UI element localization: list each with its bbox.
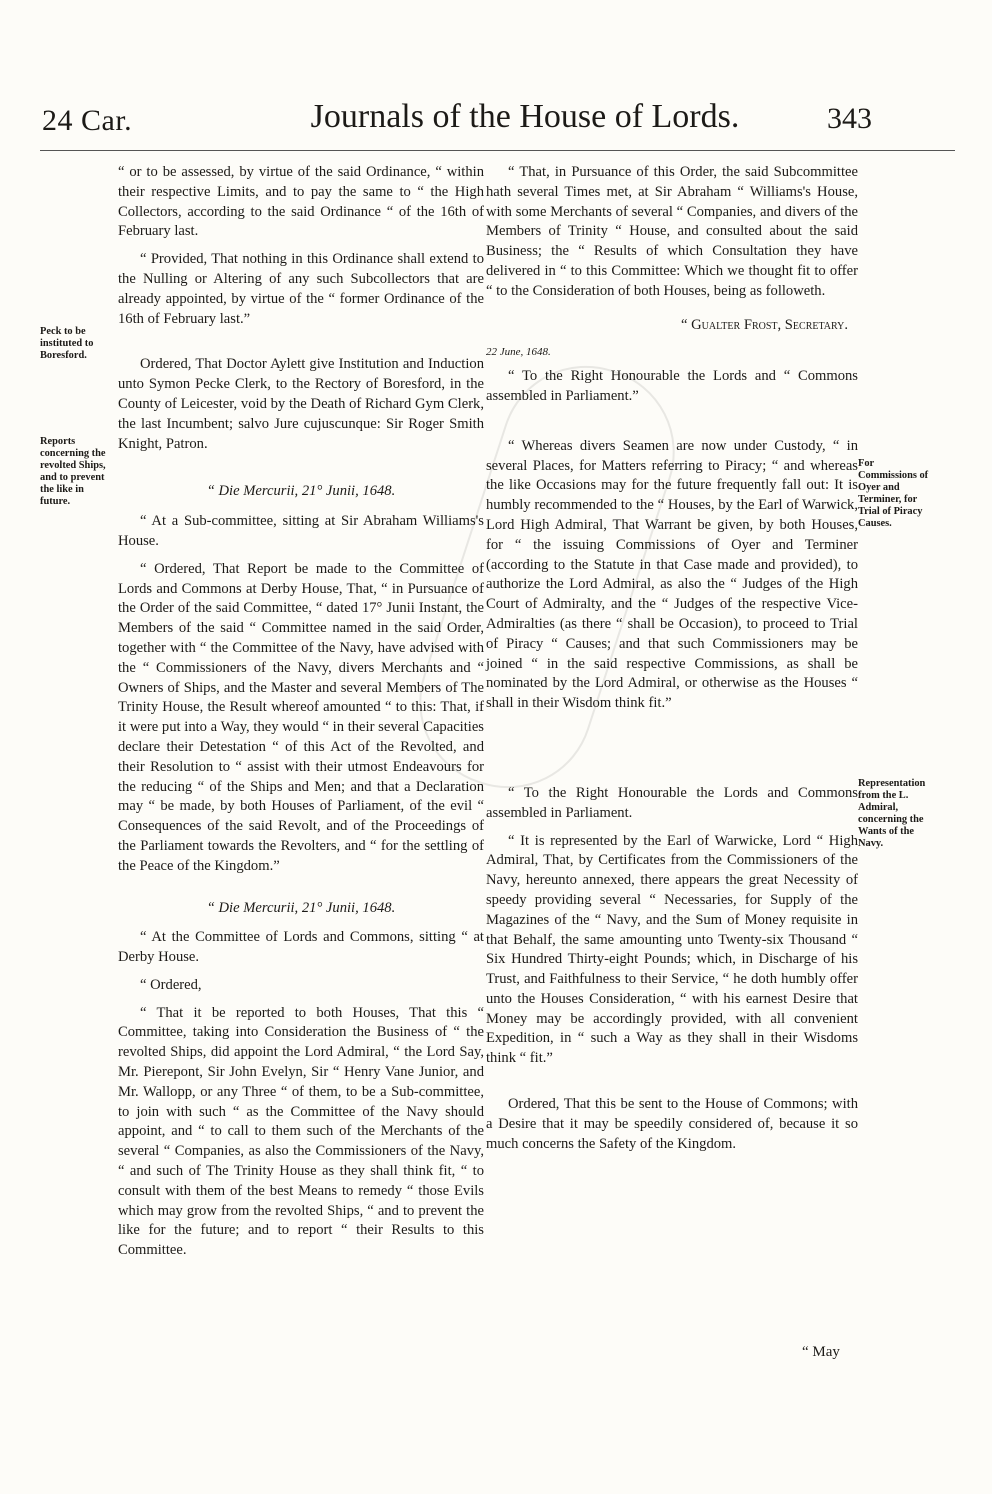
paragraph: “ Ordered, That Report be made to the Committee of Lords and Commons at Derby House, That, “ in Pursuance of the Order of the said Committee, “ dated 17° Junii Instant, the Members of the said “ Committee named in the said Order, together with “ the Committee of the Navy, have advised with the “ Commissioners of the Navy, divers Merchants and “ Owners of Ships, and the Master and several Members of The Trinity House, the Result whereof amounted “ to this: That, if it were put into a Way, they would “ in their several Capacities declare their Detestation “ of this Act of the Revolted, and their Resolution to “ assist with their utmost Endeavours for the reducing “ of the Ships and Men; and that a Declaration may “ be made, by both Houses of Parliament, of the evil “ Consequences of the said Revolt, and of the Proceedings of the Parliament towards the Revolters, and “ for the settling of the Peace of the Kingdom.” <box>118 560 484 874</box>
address: “ To the Right Honourable the Lords and “ Commons assembled in Parliament.” <box>486 368 858 404</box>
paragraph: “ At a Sub-committee, sitting at Sir Abraham Williams's House. <box>118 513 484 549</box>
date-line: 22 June, 1648. <box>486 346 551 359</box>
date-heading: “ Die Mercurii, 21° Junii, 1648. <box>206 483 396 500</box>
left-column <box>118 163 484 1269</box>
paragraph: “ It is represented by the Earl of Warwicke, Lord “ High Admiral, That, by Certificates from the Commissioners of the Navy, hereunto annexed, there appears the great Necessity of speedy providing several “ Necessaries, for Supply of the Magazines of the “ Navy, and the Sum of Money requisite in that Behalf, the same amounting unto Twenty-six Thousand “ Six Hundred Thirty-eight Pounds; which, in Discharge of his Trust, and Faithfulness to their Service, “ he doth humbly offer unto the Houses Consideration, “ with his earnest Desire that Money may be accordingly provided, with all convenient Expedition, in “ such a Way as they shall in their Wisdoms think “ fit.” <box>486 832 858 1067</box>
signature: “ Gualter Frost, Secretary. <box>681 316 848 333</box>
paragraph: “ or to be assessed, by virtue of the said Ordinance, “ within their respective Limits, and to pay the same to “ the High Collectors, according to the said Ordinance “ of the 16th of February last. <box>118 164 484 240</box>
paragraph-order-peck: Ordered, That Doctor Aylett give Institution and Induction unto Symon Pecke Clerk, to the Rectory of Boresford, in the County of Leicester, void by the Death of Richard Gym Clerk, the last Incumbent; salvo Jure cujuscunque: Sir Roger Smith Knight, Patron. <box>118 356 484 452</box>
page-title: Journals of the House of Lords. <box>310 98 740 135</box>
margin-note-peck: Peck to be instituted to Boresford. <box>40 326 94 361</box>
page-number: 343 <box>827 102 872 135</box>
address: “ To the Right Honourable the Lords and Commons assembled in Parliament. <box>486 784 858 821</box>
paragraph: “ Whereas divers Seamen are now under Custody, “ in several Places, for Matters referring to Piracy; “ and whereas the like Occasions may for the future frequently fall out: It is humbly recommended to the “ Houses, by the Earl of Warwick, Lord High Admiral, That Warrant be given, by both Houses, for “ the issuing Commissions of Oyer and Terminer (according to the Statute in that Case made and provided), to authorize the Lord Admiral, as also the “ Judges of the High Court of Admiralty, and the “ Judges of the respective Vice-Admiralties (as there “ shall be Occasion), to proceed to Trial of Piracy “ Causes; and that such Commissioners may be joined “ in the said respective Commissions, as shall be nominated by the Lord Admiral, or otherwise as the Houses “ shall in their Wisdom think fit.” <box>486 437 858 712</box>
paragraph-order: Ordered, That this be sent to the House of Commons; with a Desire that it may be speedily considered of, because it so much concerns the Safety of the Kingdom. <box>486 1096 858 1152</box>
header-rule <box>40 150 955 151</box>
paragraph: “ That it be reported to both Houses, That this “ Committee, taking into Consideration the Business of “ the revolted Ships, did appoint the Lord Admiral, “ the Lord Say, Mr. Pierepont, Sir John Evelyn, Sir “ Henry Vane Junior, and Mr. Wallopp, or any Three “ of them, to be a Sub-committee, to join with such “ as the Committee of the Navy should appoint, and “ to call to them such of the Merchants of the several “ Companies, as also the Commissioners of the Navy, “ and such of The Trinity House as they shall think fit, “ to consult with them of the best Means to remedy “ those Evils which may grow from the revolted Ships, “ and to prevent the like for the future; and to report “ their Results to this Committee. <box>118 1004 484 1259</box>
margin-note-reports: Reports concerning the revolted Ships, and to prevent the like in future. <box>40 436 106 507</box>
margin-note-commissions: For Commissions of Oyer and Terminer, for Trial of Piracy Causes. <box>858 458 929 529</box>
page-header <box>0 98 992 158</box>
right-column <box>486 163 858 1162</box>
paragraph: “ At the Committee of Lords and Commons, sitting “ at Derby House. <box>118 929 484 966</box>
paragraph: “ Provided, That nothing in this Ordinance shall extend to the Nulling or Altering of any such Subcollectors that are already appointed, by virtue of the “ former Ordinance of the 16th of February last.” <box>118 251 484 327</box>
margin-note-representation: Representation from the L. Admiral, concerning the Wants of the Navy. <box>858 778 926 849</box>
paragraph: “ Ordered, <box>140 976 202 993</box>
paragraph: “ That, in Pursuance of this Order, the said Subcommittee hath several Times met, at Sir Abraham “ Williams's House, with some Merchants of several “ Companies, and divers of the Members of Trinity “ House, and consulted about the said Business; the “ Results of which Consultation they have delivered in “ to this Committee: Which we thought fit to offer “ to the Consideration of both Houses, being as followeth. <box>486 164 858 299</box>
regnal-year: 24 Car. <box>42 104 133 137</box>
date-heading: “ Die Mercurii, 21° Junii, 1648. <box>206 899 396 916</box>
catchword: “ May <box>802 1344 840 1360</box>
